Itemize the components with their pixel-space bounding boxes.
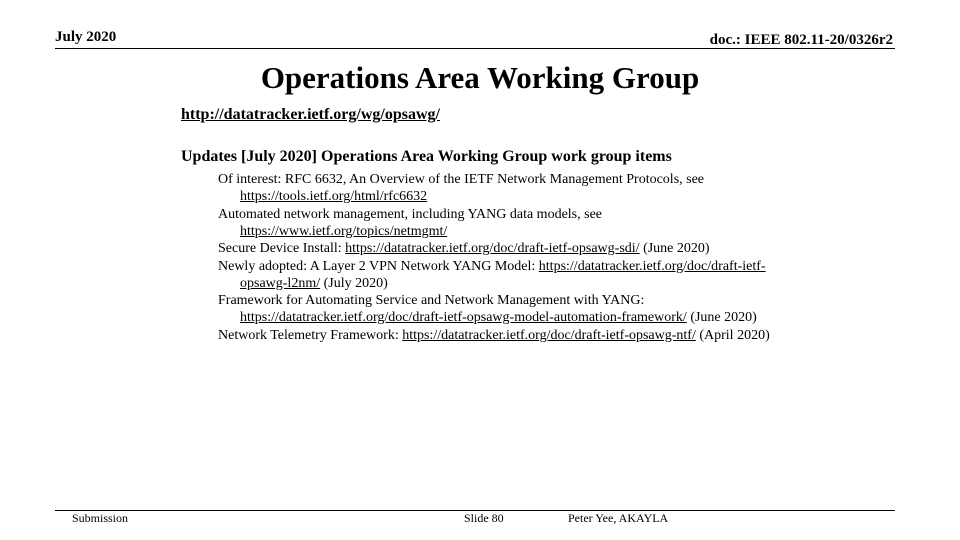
footer-author: Peter Yee, AKAYLA: [568, 511, 669, 525]
item-text: Of interest: RFC 6632, An Overview of the IETF Network Management Protocols, see: [218, 172, 705, 187]
item-text: Secure Device Install:: [218, 241, 346, 256]
header-divider: [55, 48, 895, 49]
item-link[interactable]: https://datatracker.ietf.org/doc/draft-ietf-opsawg-sdi/: [345, 241, 640, 256]
items-list: [218, 171, 808, 344]
item-suffix: (June 2020): [686, 310, 757, 325]
item-link[interactable]: https://tools.ietf.org/html/rfc6632: [240, 189, 428, 204]
item-link[interactable]: https://datatracker.ietf.org/doc/draft-ietf-opsawg-model-automation-framework/: [240, 310, 687, 325]
header-doc-id: doc.: IEEE 802.11-20/0326r2: [709, 32, 893, 48]
list-item: [218, 292, 808, 326]
footer-slide-number: Slide 80: [464, 511, 504, 525]
item-suffix: (June 2020): [639, 241, 710, 256]
item-link[interactable]: https://www.ietf.org/topics/netmgmt/: [240, 223, 448, 239]
footer-submission: Submission: [72, 511, 129, 525]
slide-title: Operations Area Working Group: [260, 60, 700, 95]
item-suffix: (July 2020): [320, 275, 388, 291]
item-suffix: (April 2020): [695, 327, 770, 343]
item-text: Newly adopted: A Layer 2 VPN Network YANG Model:: [218, 258, 539, 274]
list-item: [218, 206, 808, 240]
item-link[interactable]: https://datatracker.ietf.org/doc/draft-ietf-opsawg-l2nm/: [240, 258, 766, 291]
list-item: [218, 171, 808, 205]
header-date: July 2020: [55, 29, 117, 45]
item-text: Network Telemetry Framework:: [218, 327, 403, 343]
working-group-url-line: [181, 106, 440, 124]
item-text: Automated network management, including YANG data models, see: [218, 206, 602, 222]
list-item: [218, 258, 808, 292]
list-item: [218, 327, 808, 344]
item-link[interactable]: https://datatracker.ietf.org/doc/draft-ietf-opsawg-ntf/: [402, 327, 696, 343]
list-item: [218, 240, 808, 257]
section-heading: Updates [July 2020] Operations Area Working Group work group items: [181, 148, 672, 165]
working-group-link[interactable]: http://datatracker.ietf.org/wg/opsawg/: [181, 106, 440, 123]
item-text: Framework for Automating Service and Network Management with YANG:: [218, 293, 645, 308]
